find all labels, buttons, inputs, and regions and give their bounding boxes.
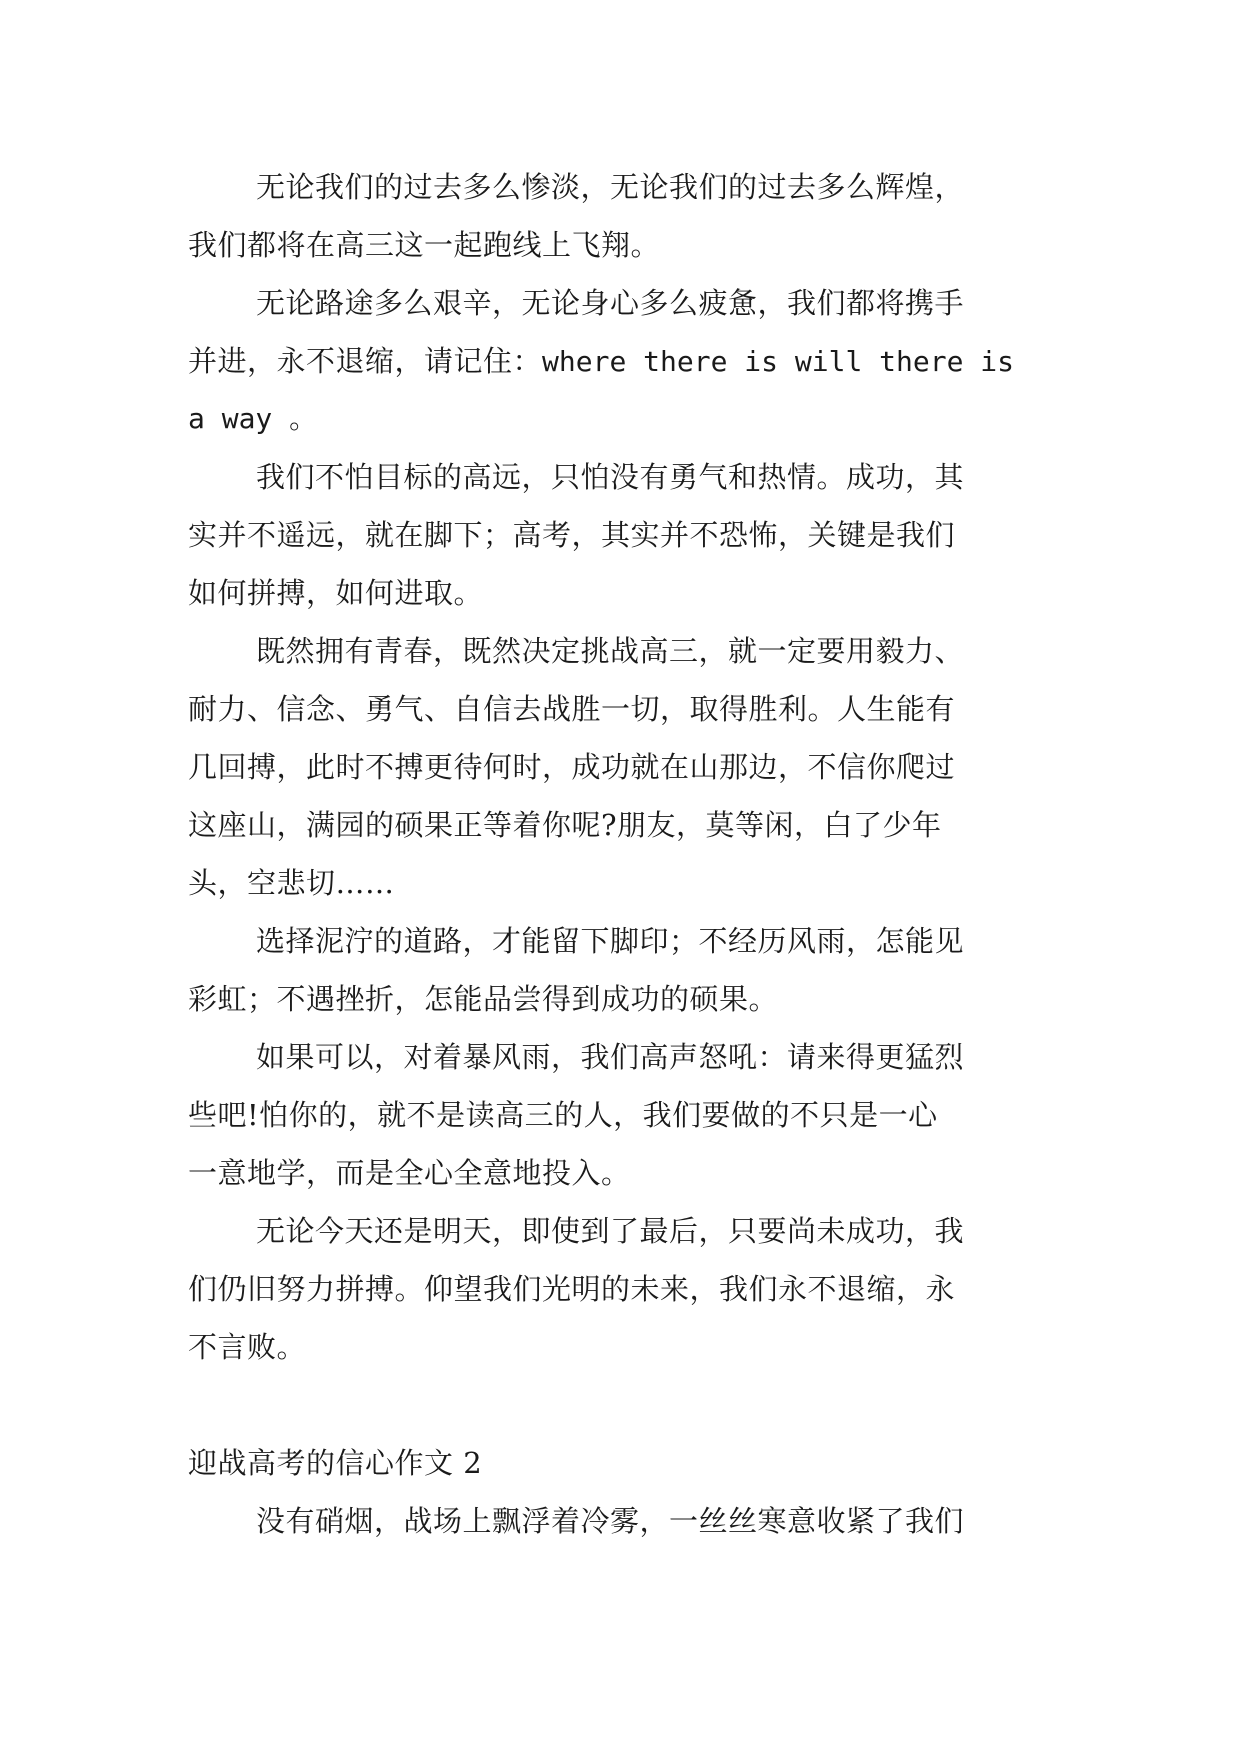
text-line: 一意地学，而是全心全意地投入。 [188, 1156, 631, 1190]
paragraph [188, 274, 1058, 448]
text-line: 选择泥泞的道路，才能留下脚印；不经历风雨，怎能见 [256, 924, 965, 958]
text-line: 无论今天还是明天，即使到了最后，只要尚未成功，我 [256, 1214, 965, 1248]
text-line: 这座山，满园的硕果正等着你呢?朋友，莫等闲，白了少年 [188, 808, 942, 842]
text-line: 我们都将在高三这一起跑线上飞翔。 [188, 228, 661, 262]
text-line: 既然拥有青春，既然决定挑战高三，就一定要用毅力、 [256, 634, 965, 668]
text-line: 不言败。 [188, 1330, 307, 1364]
paragraph [188, 1202, 1058, 1376]
paragraph [188, 448, 1058, 622]
text-line: 头，空悲切…… [188, 866, 395, 900]
document-body [188, 158, 1058, 1550]
text-line: 些吧!怕你的，就不是读高三的人，我们要做的不只是一心 [188, 1098, 938, 1132]
english-quote: where there is will there is [542, 345, 1015, 378]
text-line: a way 。 [188, 402, 318, 435]
text-line: 几回搏，此时不搏更待何时，成功就在山那边，不信你爬过 [188, 750, 956, 784]
paragraph [188, 1492, 1058, 1550]
text-line: 耐力、信念、勇气、自信去战胜一切，取得胜利。人生能有 [188, 692, 956, 726]
text-line: 无论路途多么艰辛，无论身心多么疲惫，我们都将携手 [256, 286, 965, 320]
text-line: 如何拼搏，如何进取。 [188, 576, 484, 610]
text-span: 并进，永不退缩，请记住： [188, 344, 543, 378]
text-line: 们仍旧努力拼搏。仰望我们光明的未来，我们永不退缩，永 [188, 1272, 956, 1306]
paragraph [188, 1028, 1058, 1202]
text-line: 彩虹；不遇挫折，怎能品尝得到成功的硕果。 [188, 982, 779, 1016]
paragraph [188, 912, 1058, 1028]
text-line: 实并不遥远，就在脚下；高考，其实并不恐怖，关键是我们 [188, 518, 956, 552]
paragraph [188, 158, 1058, 274]
text-line: 如果可以，对着暴风雨，我们高声怒吼：请来得更猛烈 [256, 1040, 965, 1074]
text-line: 我们不怕目标的高远，只怕没有勇气和热情。成功，其 [256, 460, 965, 494]
text-line: 无论我们的过去多么惨淡，无论我们的过去多么辉煌， [256, 170, 965, 204]
paragraph [188, 622, 1058, 912]
text-line: 没有硝烟，战场上飘浮着冷雾，一丝丝寒意收紧了我们 [256, 1504, 965, 1538]
section-heading: 迎战高考的信心作文 2 [188, 1446, 483, 1480]
text-line [188, 332, 1058, 390]
